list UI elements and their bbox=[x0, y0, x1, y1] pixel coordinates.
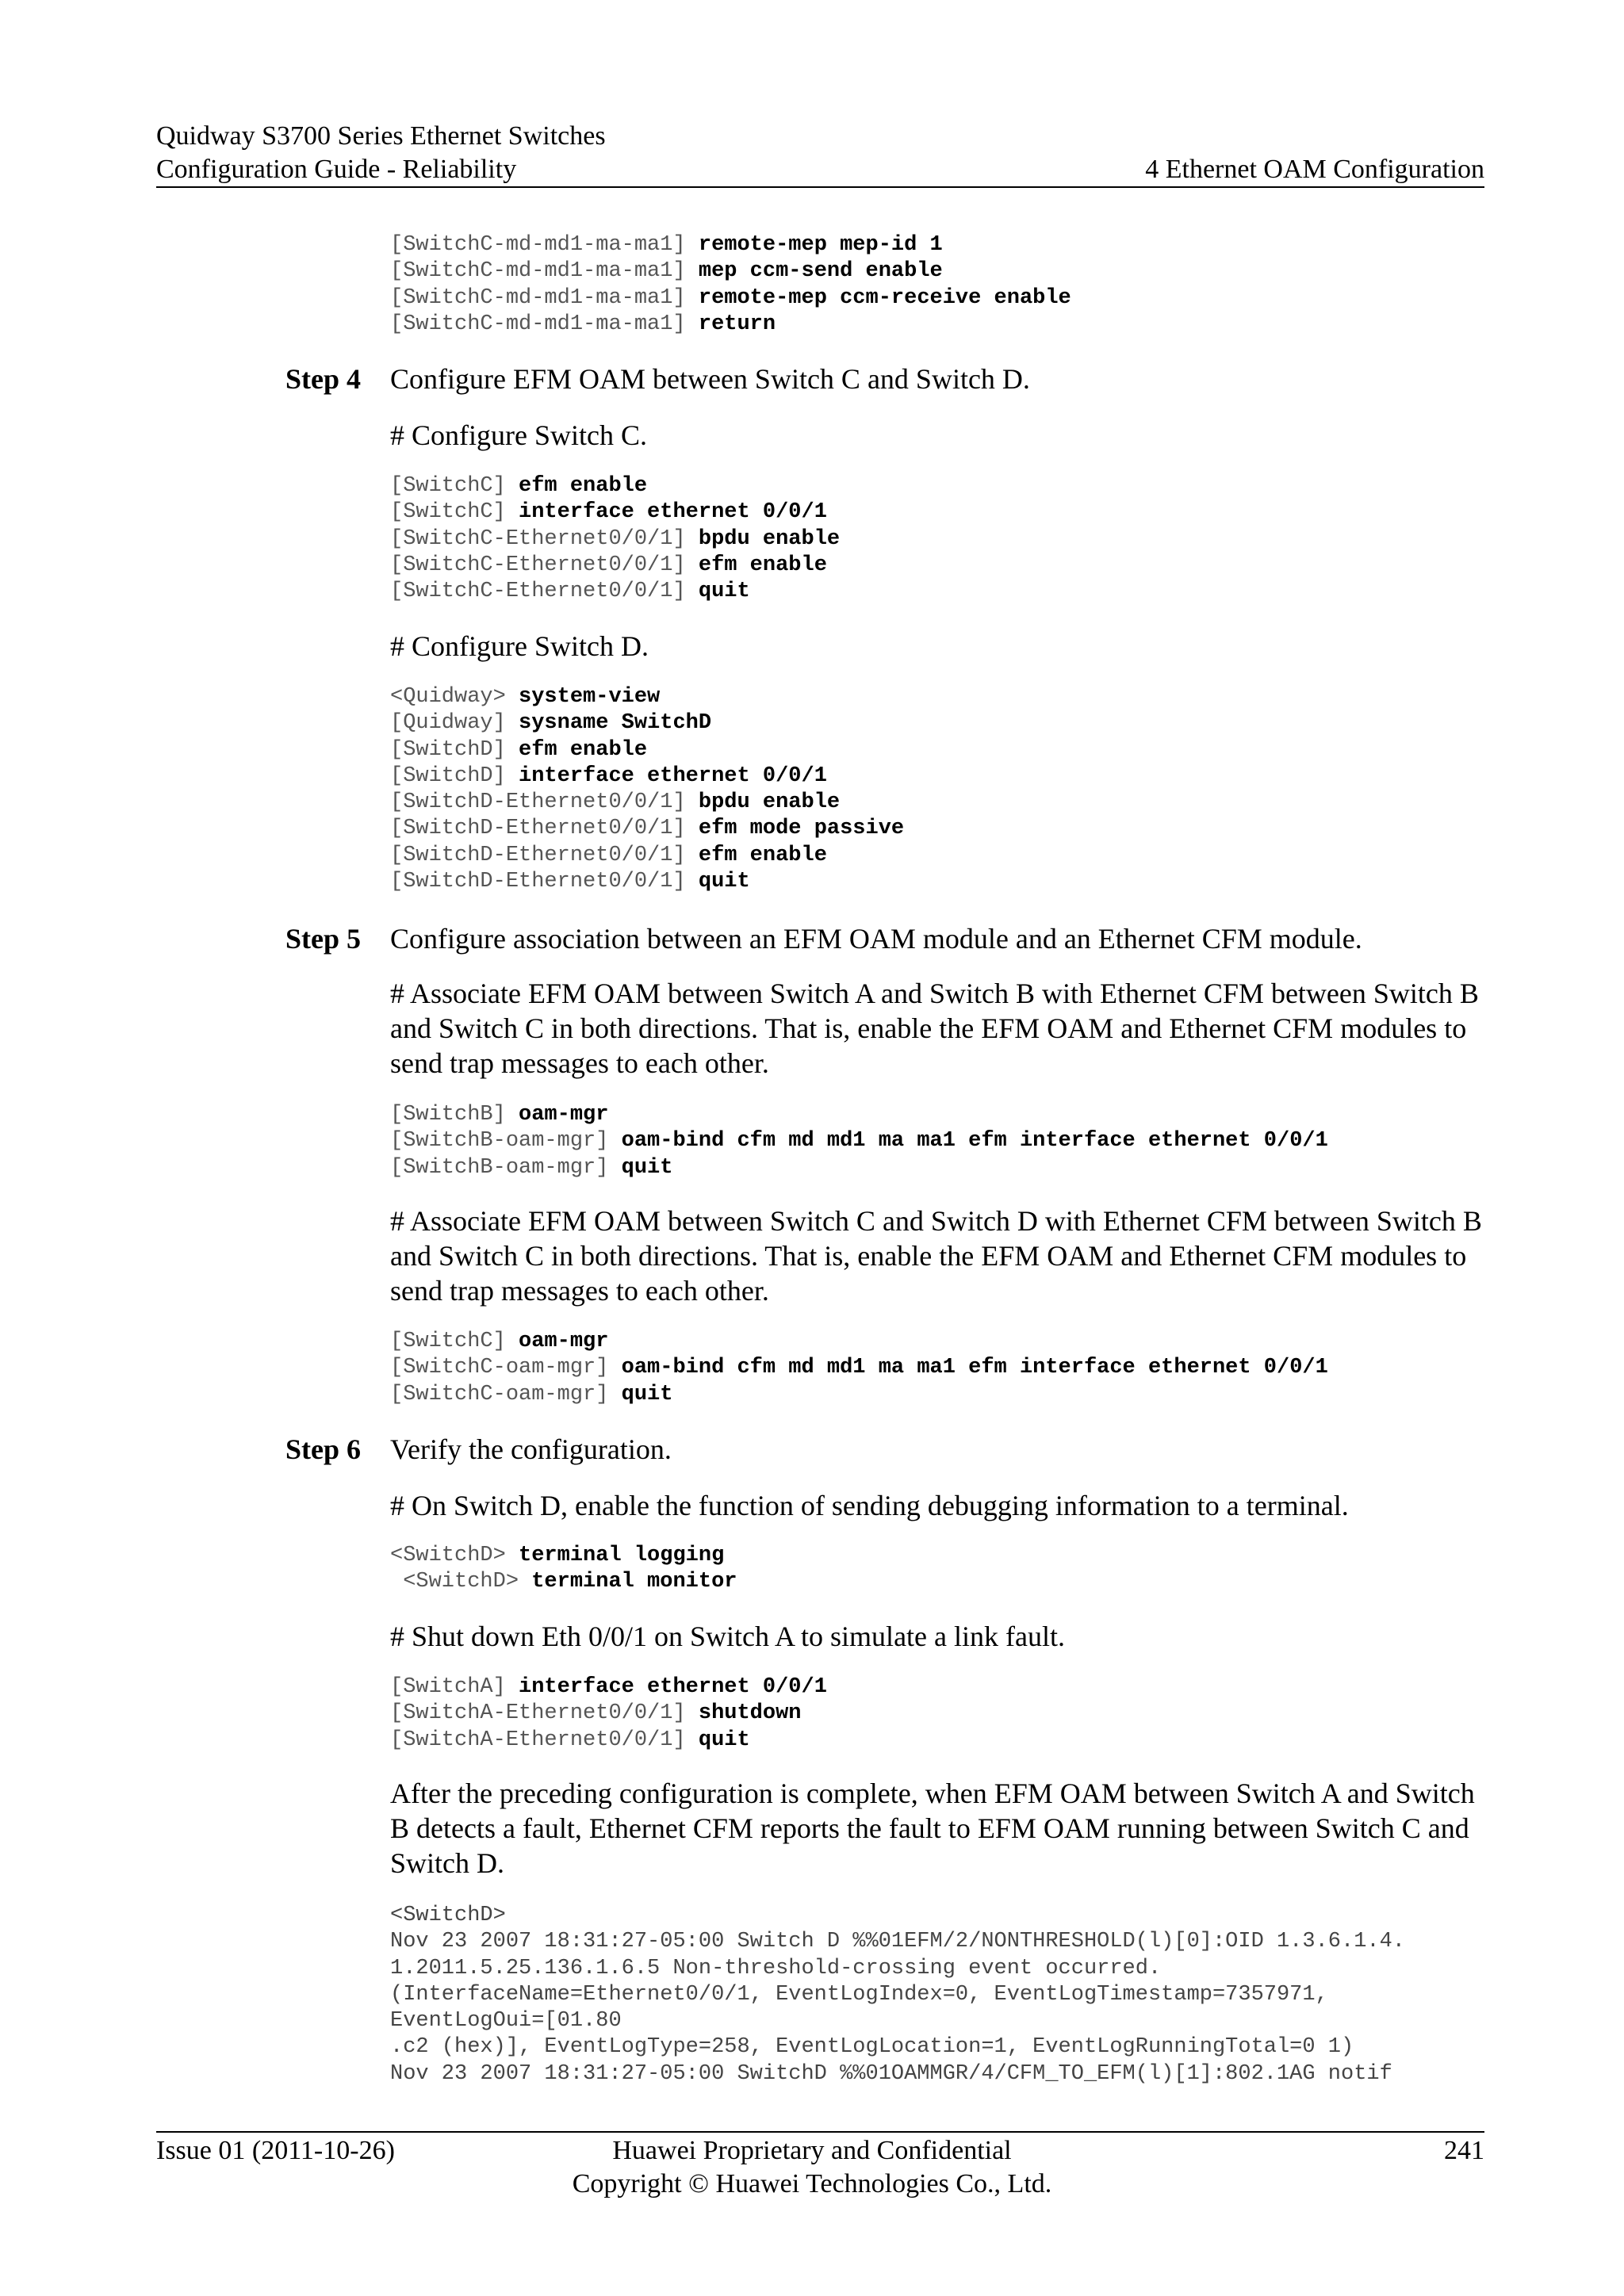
code-line bbox=[390, 1155, 1328, 1181]
code-prompt: <Quidway> bbox=[390, 685, 519, 709]
code-line bbox=[390, 1543, 737, 1569]
code-prompt: [SwitchC-Ethernet0/0/1] bbox=[390, 553, 699, 577]
footer-copyright bbox=[0, 2134, 1624, 2201]
step-6-paragraph-3: After the preceding configuration is complete, when EFM OAM between Switch A and Switch B detects a fault, Ethernet CFM reports the fault to EFM OAM running between Switch C and Switch D. bbox=[390, 1777, 1475, 1879]
code-prompt: [SwitchA] bbox=[390, 1675, 519, 1699]
log-line: .c2 (hex)], EventLogType=258, EventLogLocation=1, EventLogRunningTotal=0 1) bbox=[390, 2035, 1354, 2060]
code-block-switchb-oam bbox=[390, 1102, 1328, 1181]
code-block-log-output bbox=[390, 1903, 1405, 2087]
code-command: return bbox=[698, 312, 776, 336]
code-prompt: [SwitchD] bbox=[390, 737, 519, 762]
code-line bbox=[390, 843, 904, 869]
code-prompt: [SwitchC-Ethernet0/0/1] bbox=[390, 526, 699, 551]
footer-page-number: 241 bbox=[1444, 2136, 1484, 2165]
code-prompt: [SwitchD-Ethernet0/0/1] bbox=[390, 843, 699, 867]
log-line: Nov 23 2007 18:31:27-05:00 Switch D %%01EFM/2/NONTHRESHOLD(l)[0]:OID 1.3.6.1.4. bbox=[390, 1930, 1406, 1954]
code-prompt: [SwitchC-oam-mgr] bbox=[390, 1382, 622, 1406]
code-command: remote-mep ccm-receive enable bbox=[698, 285, 1071, 310]
code-line bbox=[390, 1102, 1328, 1128]
code-block-switchd-efm bbox=[390, 684, 904, 895]
code-line bbox=[390, 553, 840, 579]
code-prompt: [SwitchB-oam-mgr] bbox=[390, 1129, 622, 1154]
log-line: Nov 23 2007 18:31:27-05:00 SwitchD %%01OAMMGR/4/CFM_TO_EFM(l)[1]:802.1AG notif bbox=[390, 2061, 1392, 2086]
step-4-note-switch-d: # Configure Switch D. bbox=[390, 630, 649, 662]
footer-copyright-line: Copyright © Huawei Technologies Co., Ltd. bbox=[572, 2169, 1052, 2198]
code-command: terminal logging bbox=[519, 1544, 725, 1567]
footer-confidential: Huawei Proprietary and Confidential bbox=[612, 2136, 1012, 2165]
code-prompt: [Quidway] bbox=[390, 711, 519, 736]
code-command: quit bbox=[698, 870, 750, 894]
code-command: oam-mgr bbox=[519, 1330, 609, 1353]
code-prompt: [SwitchC-md-md1-ma-ma1] bbox=[390, 233, 699, 257]
code-prompt: [SwitchA-Ethernet0/0/1] bbox=[390, 1728, 699, 1752]
code-command: efm enable bbox=[698, 553, 827, 577]
code-line bbox=[390, 526, 840, 553]
code-command: quit bbox=[698, 1728, 750, 1752]
code-line bbox=[390, 1128, 1328, 1154]
header-guide-title: Configuration Guide - Reliability bbox=[156, 155, 517, 184]
code-command: quit bbox=[621, 1382, 673, 1406]
code-command: system-view bbox=[519, 685, 661, 709]
code-line bbox=[390, 312, 1071, 338]
code-prompt: [SwitchD-Ethernet0/0/1] bbox=[390, 870, 699, 894]
log-line: 1.2011.5.25.136.1.6.5 Non-threshold-crossing event occurred. bbox=[390, 1956, 1162, 1980]
footer-issue: Issue 01 (2011-10-26) bbox=[156, 2136, 395, 2165]
code-prompt: [SwitchB-oam-mgr] bbox=[390, 1155, 622, 1180]
code-prompt: [SwitchC-Ethernet0/0/1] bbox=[390, 580, 699, 604]
code-line bbox=[390, 473, 840, 499]
code-block-switchc-mep bbox=[390, 232, 1071, 338]
step-6-label: Step 6 bbox=[285, 1433, 362, 1465]
code-prompt: [SwitchC] bbox=[390, 474, 519, 498]
code-prompt: [SwitchC] bbox=[390, 500, 519, 525]
code-line bbox=[390, 499, 840, 526]
log-line: EventLogOui=[01.80 bbox=[390, 2009, 622, 2034]
code-line bbox=[390, 285, 1071, 312]
code-command: bpdu enable bbox=[698, 790, 841, 815]
code-line bbox=[390, 579, 840, 605]
code-command: bpdu enable bbox=[698, 526, 841, 551]
code-command: interface ethernet 0/0/1 bbox=[519, 763, 827, 788]
code-command: efm enable bbox=[519, 474, 648, 498]
step-4-note-switch-c: # Configure Switch C. bbox=[390, 419, 647, 451]
code-line bbox=[390, 763, 904, 790]
code-prompt: <SwitchD> bbox=[390, 1570, 532, 1594]
step-4-text: Configure EFM OAM between Switch C and Switch D. bbox=[390, 363, 1030, 395]
header-rule bbox=[156, 186, 1484, 188]
code-command: efm enable bbox=[698, 843, 827, 867]
code-prompt: [SwitchC-oam-mgr] bbox=[390, 1356, 622, 1380]
code-command: oam-bind cfm md md1 ma ma1 efm interface ethernet 0/0/1 bbox=[621, 1356, 1328, 1380]
step-6-paragraph-1: # On Switch D, enable the function of sending debugging information to a terminal. bbox=[390, 1490, 1349, 1521]
code-prompt: [SwitchB] bbox=[390, 1103, 519, 1127]
code-block-switchd-terminal bbox=[390, 1543, 737, 1596]
footer-rule bbox=[156, 2131, 1484, 2133]
code-command: efm enable bbox=[519, 737, 648, 762]
code-prompt: <SwitchD> bbox=[390, 1544, 519, 1567]
code-line bbox=[390, 1674, 827, 1701]
code-line bbox=[390, 869, 904, 895]
code-block-switchc-oam bbox=[390, 1329, 1328, 1408]
code-command: interface ethernet 0/0/1 bbox=[519, 1675, 827, 1699]
code-prompt: [SwitchC] bbox=[390, 1330, 519, 1353]
code-line bbox=[390, 258, 1071, 285]
code-command: sysname SwitchD bbox=[519, 711, 712, 736]
header-product-title: Quidway S3700 Series Ethernet Switches bbox=[156, 121, 606, 151]
code-line bbox=[390, 790, 904, 816]
code-line bbox=[390, 1569, 737, 1595]
code-prompt: [SwitchD-Ethernet0/0/1] bbox=[390, 817, 699, 841]
step-4-label: Step 4 bbox=[285, 363, 362, 395]
code-prompt: [SwitchC-md-md1-ma-ma1] bbox=[390, 312, 699, 336]
step-6-text: Verify the configuration. bbox=[390, 1433, 672, 1465]
code-command: mep ccm-send enable bbox=[698, 259, 943, 284]
step-5-paragraph-2: # Associate EFM OAM between Switch C and Switch D with Ethernet CFM between Switch B and Switch C in both directions. That is, enable the EFM OAM and Ethernet CFM modules to send trap messages to each other. bbox=[390, 1205, 1482, 1307]
code-prompt: [SwitchC-md-md1-ma-ma1] bbox=[390, 259, 699, 284]
code-command: quit bbox=[621, 1155, 673, 1180]
code-line bbox=[390, 816, 904, 842]
code-command: oam-bind cfm md md1 ma ma1 efm interface ethernet 0/0/1 bbox=[621, 1129, 1328, 1154]
header-section-title: 4 Ethernet OAM Configuration bbox=[1145, 155, 1484, 184]
code-prompt: [SwitchD] bbox=[390, 763, 519, 788]
code-command: quit bbox=[698, 580, 750, 604]
code-line bbox=[390, 1728, 827, 1754]
code-line bbox=[390, 1329, 1328, 1355]
code-prompt: [SwitchD-Ethernet0/0/1] bbox=[390, 790, 699, 815]
code-line bbox=[390, 1355, 1328, 1381]
code-command: efm mode passive bbox=[698, 817, 905, 841]
step-5-label: Step 5 bbox=[285, 923, 362, 955]
code-line bbox=[390, 737, 904, 763]
code-command: interface ethernet 0/0/1 bbox=[519, 500, 827, 525]
code-command: remote-mep mep-id 1 bbox=[698, 233, 943, 257]
code-prompt: [SwitchC-md-md1-ma-ma1] bbox=[390, 285, 699, 310]
code-command: oam-mgr bbox=[519, 1103, 609, 1127]
code-line bbox=[390, 1701, 827, 1727]
code-block-switcha-shutdown bbox=[390, 1674, 827, 1754]
code-line bbox=[390, 1382, 1328, 1408]
code-command: terminal monitor bbox=[531, 1570, 737, 1594]
code-block-switchc-efm bbox=[390, 473, 840, 605]
code-prompt: [SwitchA-Ethernet0/0/1] bbox=[390, 1701, 699, 1726]
log-line: <SwitchD> bbox=[390, 1904, 506, 1927]
code-line bbox=[390, 232, 1071, 258]
code-command: shutdown bbox=[698, 1701, 802, 1726]
step-5-paragraph-1: # Associate EFM OAM between Switch A and Switch B with Ethernet CFM between Switch B and Switch C in both directions. That is, enable the EFM OAM and Ethernet CFM modules to send trap messages to each other. bbox=[390, 978, 1479, 1079]
code-line bbox=[390, 710, 904, 737]
log-line: (InterfaceName=Ethernet0/0/1, EventLogIndex=0, EventLogTimestamp=7357971, bbox=[390, 1982, 1328, 2007]
step-5-text: Configure association between an EFM OAM module and an Ethernet CFM module. bbox=[390, 923, 1362, 955]
step-6-paragraph-2: # Shut down Eth 0/0/1 on Switch A to simulate a link fault. bbox=[390, 1621, 1065, 1652]
code-line bbox=[390, 684, 904, 710]
